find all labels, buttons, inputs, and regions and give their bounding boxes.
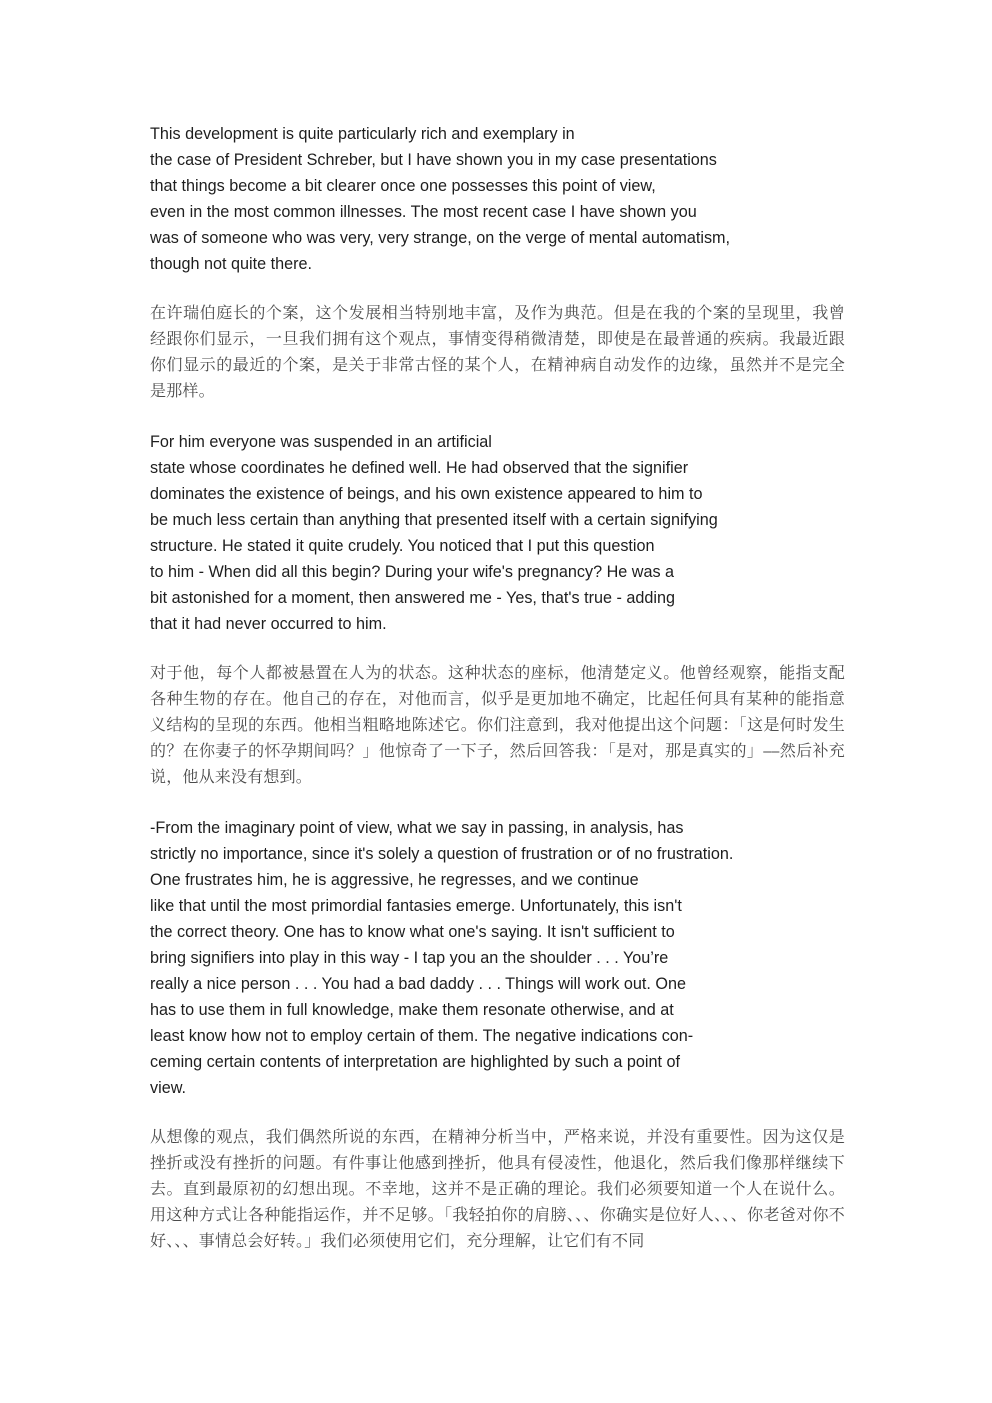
chinese-paragraph-1: 在许瑞伯庭长的个案，这个发展相当特别地丰富，及作为典范。但是在我的个案的呈现里，我曾经跟你们显示，一旦我们拥有这个观点，事情变得稍微清楚，即使是在最普通的疾病。我最近跟你们显示的最近的个案，是关于非常古怪的某个人，在精神病自动发作的边缘，虽然并不是完全是那样。 (150, 303, 845, 400)
chinese-paragraph-3: 从想像的观点，我们偶然所说的东西，在精神分析当中，严格来说，并没有重要性。因为这仅是挫折或没有挫折的问题。有件事让他感到挫折，他具有侵凌性，他退化，然后我们像那样继续下去。直到最原初的幻想出现。不幸地，这并不是正确的理论。我们必须要知道一个人在说什么。用这种方式让各种能指运作，并不足够。「我轻拍你的肩膀、、、你确实是位好人、、、你老爸对你不好、、、事情总会好转。」我们必须使用它们，充分理解，让它们有不同 (150, 1127, 845, 1250)
text-line: like that until the most primordial fantasies emerge. Unfortunately, this isn't (150, 897, 682, 915)
text-line: structure. He stated it quite crudely. You noticed that I put this question (150, 537, 655, 555)
text-line: ceming certain contents of interpretation are highlighted by such a point of (150, 1053, 681, 1071)
text-line: This development is quite particularly rich and exemplary in (150, 125, 575, 143)
text-line: view. (150, 1079, 186, 1097)
english-paragraph-3 (150, 815, 850, 1101)
text-line: strictly no importance, since it's solely a question of frustration or of no frustration. (150, 845, 734, 863)
text-line: has to use them in full knowledge, make them resonate otherwise, and at (150, 1001, 674, 1019)
text-line: For him everyone was suspended in an artificial (150, 433, 492, 451)
chinese-paragraph-2: 对于他，每个人都被悬置在人为的状态。这种状态的座标，他清楚定义。他曾经观察，能指支配各种生物的存在。他自己的存在，对他而言，似乎是更加地不确定，比起任何具有某种的能指意义结构的呈现的东西。他相当粗略地陈述它。你们注意到，我对他提出这个问题：「这是何时发生的？在你妻子的怀孕期间吗？」他惊奇了一下子，然后回答我：「是对，那是真实的」⎯⎯然后补充说，他从来没有想到。 (150, 663, 845, 786)
text-line: that things become a bit clearer once one possesses this point of view, (150, 177, 656, 195)
text-line: least know how not to employ certain of them. The negative indications con- (150, 1027, 694, 1045)
text-line: though not quite there. (150, 255, 313, 273)
text-line: dominates the existence of beings, and his own existence appeared to him to (150, 485, 703, 503)
text-line: that it had never occurred to him. (150, 615, 387, 633)
text-line: state whose coordinates he defined well. He had observed that the signifier (150, 459, 689, 477)
text-line: to him - When did all this begin? During your wife's pregnancy? He was a (150, 563, 675, 581)
text-line: even in the most common illnesses. The most recent case I have shown you (150, 203, 697, 221)
text-line: -From the imaginary point of view, what we say in passing, in analysis, has (150, 819, 684, 837)
english-paragraph-1 (150, 121, 850, 277)
english-paragraph-2 (150, 429, 850, 637)
text-line: the correct theory. One has to know what one's saying. It isn't sufficient to (150, 923, 675, 941)
text-line: was of someone who was very, very strange, on the verge of mental automatism, (150, 229, 731, 247)
document-page (150, 121, 850, 1254)
text-line: bit astonished for a moment, then answered me - Yes, that's true - adding (150, 589, 675, 607)
text-line: the case of President Schreber, but I have shown you in my case presentations (150, 151, 717, 169)
text-line: be much less certain than anything that presented itself with a certain signifying (150, 511, 718, 529)
text-line: One frustrates him, he is aggressive, he regresses, and we continue (150, 871, 639, 889)
text-line: bring signifiers into play in this way - I tap you an the shoulder . . . You’re (150, 949, 669, 967)
text-line: really a nice person . . . You had a bad daddy . . . Things will work out. One (150, 975, 687, 993)
